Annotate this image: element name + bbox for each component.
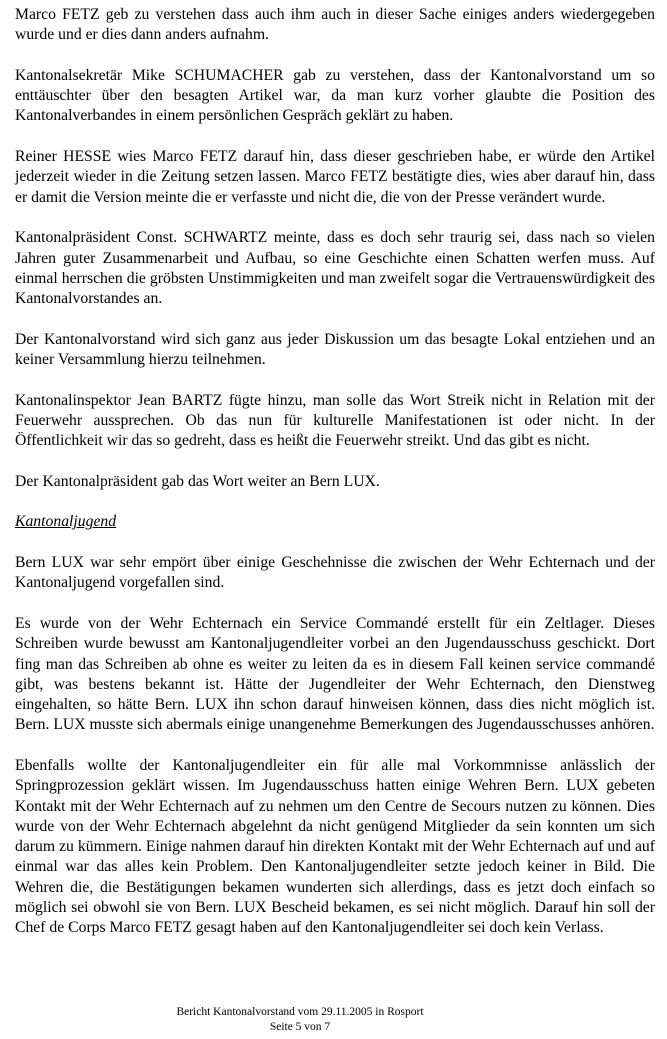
paragraph: Kantonalpräsident Const. SCHWARTZ meinte, dass es doch sehr traurig sei, dass nach so vielen Jahren guter Zusammenarbeit und Aufbau, so eine Geschichte einen Schatten werfen muss. Auf einmal herrschen die gröbsten Unstimmigkeiten und man zweifelt sogar die Vertrauenswürdigkeit des Kantonalvorstandes an. <box>15 229 655 308</box>
paragraph: Der Kantonalpräsident gab das Wort weiter an Bern LUX. <box>15 472 380 490</box>
paragraph: Bern LUX war sehr empört über einige Geschehnisse die zwischen der Wehr Echternach und der Kantonaljugend vorgefallen sind. <box>15 554 655 592</box>
paragraph: Reiner HESSE wies Marco FETZ darauf hin, dass dieser geschrieben habe, er würde den Artikel jederzeit wieder in die Zeitung setzen lassen. Marco FETZ bestätigte dies, wies aber darauf hin, dass er damit die Version meinte die er verfasste und nicht die, die von der Presse verändert wurde. <box>15 148 655 206</box>
paragraph: Kantonalinspektor Jean BARTZ fügte hinzu, man solle das Wort Streik nicht in Relation mit der Feuerwehr aussprechen. Ob das nun für kulturelle Manifestationen ist oder nicht. In der Öffentlichkeit wir das so gedreht, dass es heißt die Feuerwehr streikt. Und das gibt es nicht. <box>15 391 655 450</box>
document-page <box>15 0 655 939</box>
footer-page-number: Seite 5 von 7 <box>269 1021 331 1033</box>
paragraph: Marco FETZ geb zu verstehen dass auch ihm auch in dieser Sache einiges anders wiedergegeben wurde und er dies dann anders aufnahm. <box>15 6 655 44</box>
paragraph: Der Kantonalvorstand wird sich ganz aus jeder Diskussion um das besagte Lokal entziehen und an keiner Versammlung hierzu teilnehmen. <box>15 330 655 369</box>
section-heading: Kantonaljugend <box>15 513 117 531</box>
page-footer <box>0 1005 600 1035</box>
paragraph: Ebenfalls wollte der Kantonaljugendleiter ein für alle mal Vorkommnisse anlässlich der Springprozession geklärt wissen. Im Jugendausschuss hatten einige Wehren Bern. LUX gebeten Kontakt mit der Wehr Echternach auf zu nehmen um den Centre de Secours nutzen zu können. Dies wurde von der Wehr Echternach abgelehnt da nicht genügend Mitglieder da sein konnten um sich darum zu kümmern. Einige nahmen darauf hin direkten Kontakt mit der Wehr Echternach auf und auf einmal war das alles kein Problem. Den Kantonaljugendleiter setzte jedoch keiner in Bild. Die Wehren die, die Bestätigungen bekamen wunderten sich allerdings, dass es jetzt doch einfach so möglich sei obwohl sie von Bern. LUX Bescheid bekamen, es sei nicht möglich. Darauf hin soll der Chef de Corps Marco FETZ gesagt haben auf den Kantonaljugendleiter sei doch kein Verlass. <box>15 756 655 937</box>
paragraph: Kantonalsekretär Mike SCHUMACHER gab zu verstehen, dass der Kantonalvorstand um so enttäuschter über den besagten Artikel war, da man kurz vorher glaubte die Position des Kantonalverbandes in einem persönlichen Gespräch geklärt zu haben. <box>15 66 655 125</box>
paragraph: Es wurde von der Wehr Echternach ein Service Commandé erstellt für ein Zeltlager. Dieses Schreiben wurde bewusst am Kantonaljugendleiter vorbei an den Jugendausschuss geschickt. Dort fing man das Schreiben ab ohne es weiter zu leiten da es in diesem Fall keinen service commandé gibt, was bestens bekannt ist. Hätte der Jugendleiter der Wehr Echternach, den Dienstweg eingehalten, so hätte Bern. LUX ihn schon darauf hinweisen können, dass dies nicht möglich ist. Bern. LUX musste sich abermals einige unangenehme Bemerkungen des Jugendausschusses anhören. <box>15 614 655 734</box>
footer-report-title: Bericht Kantonalvorstand vom 29.11.2005 in Rosport <box>176 1006 424 1018</box>
